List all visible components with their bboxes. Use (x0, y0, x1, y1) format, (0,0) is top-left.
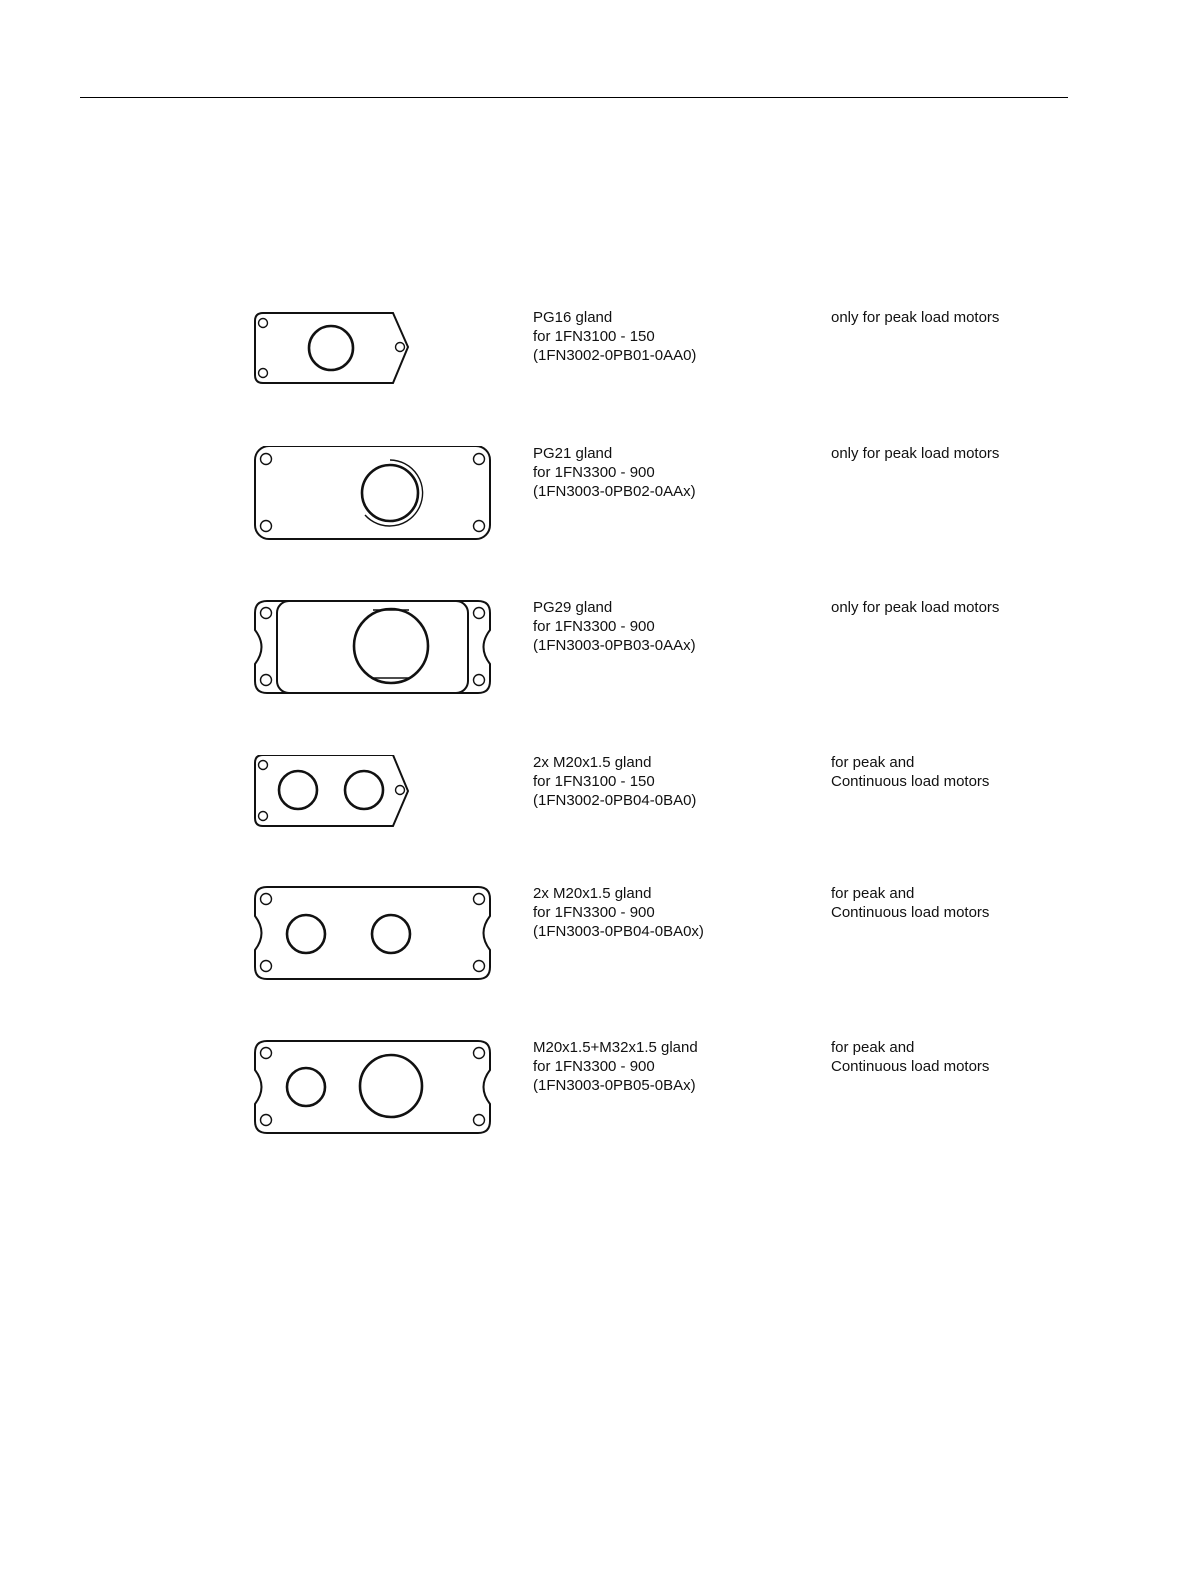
gland-note-line-1: for peak and (831, 885, 915, 902)
gland-note-line-1: for peak and (831, 754, 915, 771)
gland-note-line-2: Continuous load motors (831, 1058, 990, 1075)
gland-description (533, 884, 704, 941)
gland-note-line-1: only for peak load motors (831, 599, 1000, 616)
gland-order-number: (1FN3002-0PB01-0AA0) (533, 347, 697, 364)
gland-order-number: (1FN3002-0PB04-0BA0) (533, 792, 697, 809)
gland-note-line-1: only for peak load motors (831, 309, 1000, 326)
pg29-gland-plate-drawing (245, 600, 500, 700)
gland-usage-note (831, 598, 999, 617)
gland-note-line-1: for peak and (831, 1039, 915, 1056)
gland-description (533, 1038, 698, 1095)
gland-usage-note (831, 308, 999, 327)
gland-motor-range: for 1FN3100 - 150 (533, 328, 655, 345)
2x-m20-gland-plate-drawing (245, 755, 420, 835)
m20-m32-gland-plate-drawing (245, 1040, 500, 1140)
gland-name: PG29 gland (533, 599, 613, 616)
2x-m20-large-gland-plate-drawing (245, 886, 500, 986)
gland-motor-range: for 1FN3300 - 900 (533, 904, 655, 921)
gland-description (533, 753, 696, 810)
gland-order-number: (1FN3003-0PB04-0BA0x) (533, 923, 704, 940)
gland-name: PG16 gland (533, 309, 613, 326)
gland-usage-note (831, 884, 989, 922)
gland-note-line-2: Continuous load motors (831, 773, 990, 790)
gland-order-number: (1FN3003-0PB03-0AAx) (533, 637, 696, 654)
gland-motor-range: for 1FN3300 - 900 (533, 1058, 655, 1075)
gland-motor-range: for 1FN3300 - 900 (533, 618, 655, 635)
gland-description (533, 308, 696, 365)
pg16-gland-plate-drawing (245, 310, 420, 390)
gland-name: M20x1.5+M32x1.5 gland (533, 1039, 698, 1056)
gland-motor-range: for 1FN3300 - 900 (533, 464, 655, 481)
gland-usage-note (831, 444, 999, 463)
gland-order-number: (1FN3003-0PB05-0BAx) (533, 1077, 696, 1094)
gland-name: 2x M20x1.5 gland (533, 885, 652, 902)
gland-description (533, 598, 696, 655)
gland-usage-note (831, 1038, 989, 1076)
gland-note-line-2: Continuous load motors (831, 904, 990, 921)
gland-description (533, 444, 696, 501)
gland-motor-range: for 1FN3100 - 150 (533, 773, 655, 790)
gland-name: 2x M20x1.5 gland (533, 754, 652, 771)
pg21-gland-plate-drawing (245, 446, 500, 546)
gland-note-line-1: only for peak load motors (831, 445, 1000, 462)
gland-name: PG21 gland (533, 445, 613, 462)
gland-order-number: (1FN3003-0PB02-0AAx) (533, 483, 696, 500)
header-rule (80, 97, 1068, 98)
gland-usage-note (831, 753, 989, 791)
